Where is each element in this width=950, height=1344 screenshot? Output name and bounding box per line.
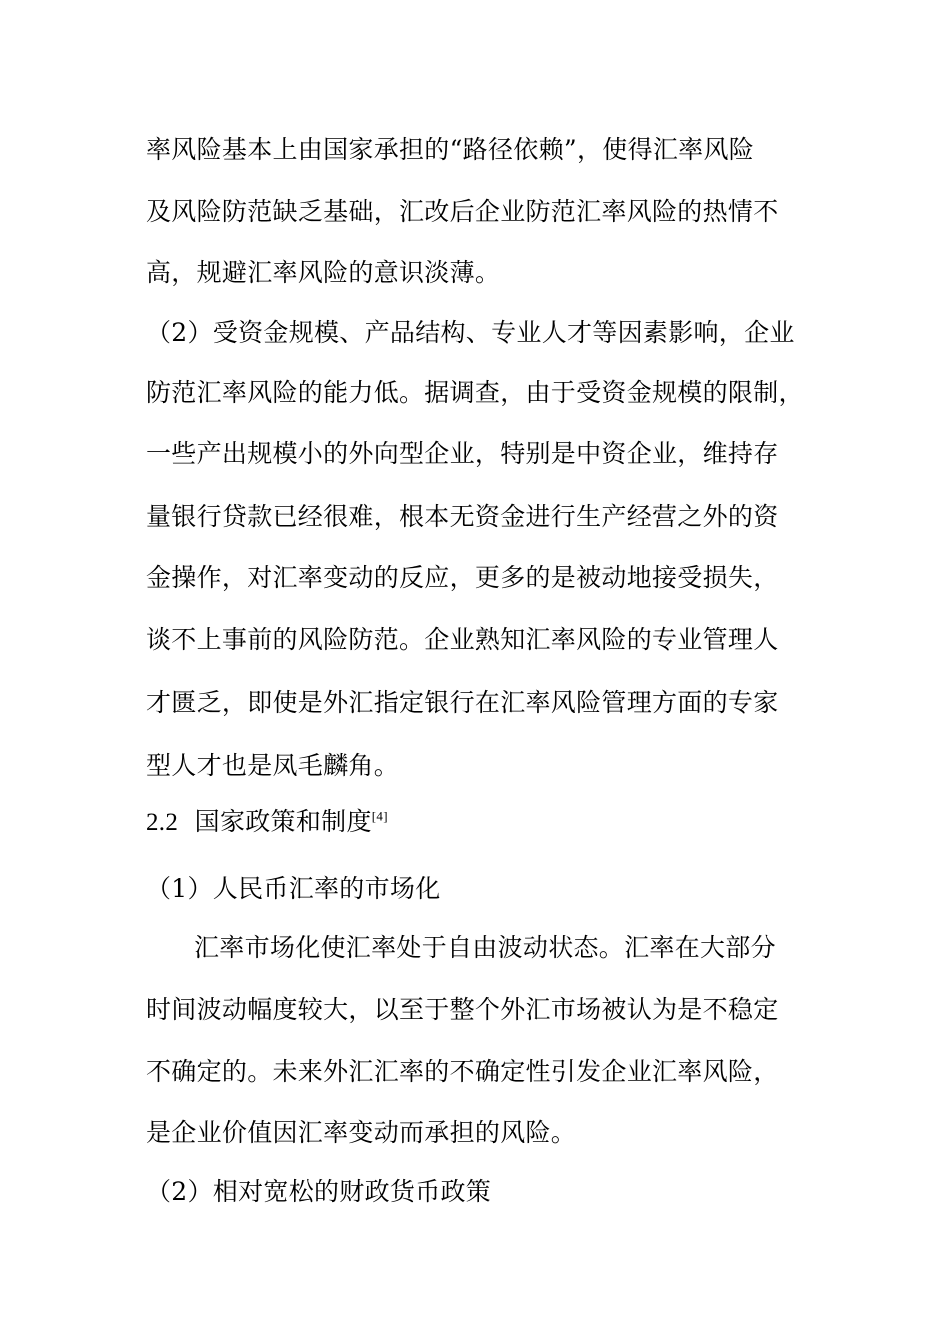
paragraph-line-8: 金操作，对汇率变动的反应，更多的是被动地接受损失，	[146, 563, 779, 592]
paragraph-line-6: 一些产出规模小的外向型企业，特别是中资企业，维持存	[146, 439, 779, 468]
citation-ref: [4]	[371, 808, 388, 824]
paragraph-line-5: 防范汇率风险的能力低。据调查，由于受资金规模的限制，	[146, 378, 804, 407]
paragraph-line-2: 及风险防范缺乏基础，汇改后企业防范汇率风险的热情不	[146, 197, 779, 226]
section-number: 2.2	[146, 809, 179, 836]
sub1-line-4: 是企业价值因汇率变动而承担的风险。	[146, 1118, 577, 1147]
subsection-heading-1: （1）人民币汇率的市场化	[146, 874, 441, 903]
section-title: 国家政策和制度	[194, 807, 372, 836]
sub1-line-1: 汇率市场化使汇率处于自由波动状态。汇率在大部分	[194, 933, 776, 962]
section-heading	[146, 806, 826, 839]
paragraph-line-11: 型人才也是凤毛麟角。	[146, 751, 400, 780]
paragraph-line-4: （2）受资金规模、产品结构、专业人才等因素影响，企业	[146, 318, 795, 347]
sub1-line-2: 时间波动幅度较大，以至于整个外汇市场被认为是不稳定	[146, 995, 779, 1024]
paragraph-line-10: 才匮乏，即使是外汇指定银行在汇率风险管理方面的专家	[146, 688, 779, 717]
paragraph-line-3: 高，规避汇率风险的意识淡薄。	[146, 258, 501, 287]
subsection-heading-2: （2）相对宽松的财政货币政策	[146, 1177, 492, 1206]
sub1-line-3: 不确定的。未来外汇汇率的不确定性引发企业汇率风险，	[146, 1057, 779, 1086]
paragraph-line-1: 率风险基本上由国家承担的“路径依赖”，使得汇率风险	[146, 135, 755, 164]
paragraph-line-9: 谈不上事前的风险防范。企业熟知汇率风险的专业管理人	[146, 625, 779, 654]
paragraph-line-7: 量银行贷款已经很难，根本无资金进行生产经营之外的资	[146, 502, 779, 531]
